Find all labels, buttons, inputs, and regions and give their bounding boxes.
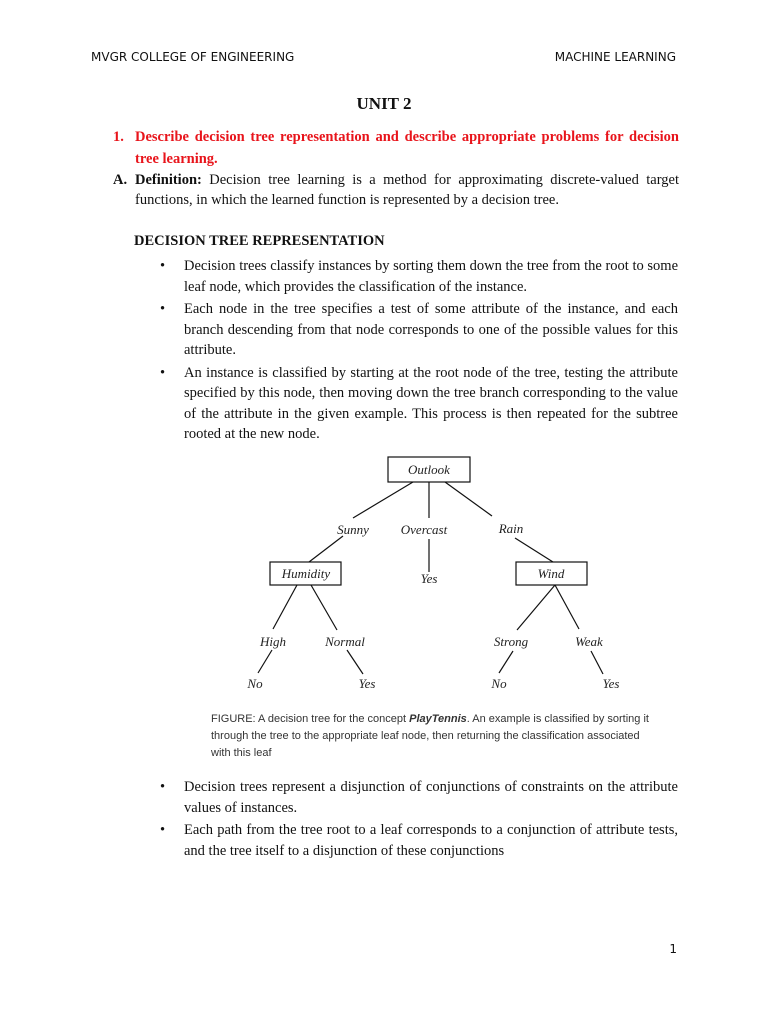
bullet-dot: •	[160, 822, 166, 838]
edge-humidity-normal	[311, 585, 337, 630]
branch-label-high: High	[260, 634, 286, 649]
list-item-text: Each node in the tree specifies a test of some attribute of the instance, and each branch descending from that node corresponds to one of the possible values for this attribute.	[184, 301, 678, 358]
decision-tree-svg	[225, 450, 645, 700]
list-item-text: Decision trees represent a disjunction of conjunctions of constraints on the attribute values of instances.	[184, 779, 678, 816]
edge-strong-no	[499, 651, 513, 673]
definition-line-1	[135, 170, 679, 190]
bullet-list-top	[160, 256, 678, 447]
definition-label: A.	[113, 172, 128, 188]
node-label-humidity: Humidity	[281, 566, 331, 581]
list-item-text: Each path from the tree root to a leaf corresponds to a conjunction of attribute tests, and the tree itself to a disjunction of these conjunctions	[184, 822, 678, 859]
list-item	[160, 256, 678, 297]
node-label-wind: Wind	[537, 566, 565, 581]
caption-prefix: FIGURE: A decision tree for the concept	[211, 713, 410, 725]
edge-humidity-high	[273, 585, 297, 629]
unit-title: UNIT 2	[356, 94, 412, 113]
edge-wind-strong	[517, 585, 555, 630]
branch-label-overcast: Overcast	[400, 522, 448, 537]
list-item-text: Decision trees classify instances by sorting them down the tree from the root to some leaf node, which provides the classification of the instance.	[184, 258, 678, 295]
bullet-dot: •	[160, 364, 166, 381]
list-item	[160, 820, 678, 861]
edge-rain-wind	[515, 538, 553, 562]
section-heading: DECISION TREE REPRESENTATION	[134, 233, 385, 249]
branch-label-strong: Strong	[493, 634, 529, 649]
leaf-label-normal-yes: Yes	[358, 676, 376, 691]
edge-normal-yes	[347, 650, 363, 674]
page-number: 1	[669, 942, 677, 956]
list-item	[160, 363, 678, 445]
leaf-label-strong-no: No	[491, 676, 507, 691]
question-text-line-1: Describe decision tree representation and describe appropriate problems for decision	[135, 129, 679, 145]
header-subject: MACHINE LEARNING	[554, 50, 676, 64]
branch-label-rain: Rain	[498, 521, 524, 536]
bullet-dot: •	[160, 258, 166, 274]
edge-outlook-sunny	[353, 482, 413, 518]
question-text-line-2: tree learning.	[135, 151, 218, 167]
leaf-label-high-no: No	[247, 676, 263, 691]
list-item	[160, 299, 678, 361]
caption-suffix: . An example is classified by sorting it through the tree to the appropriate leaf node, then returning the classification associated with this leaf	[211, 713, 649, 759]
header-college-name: MVGR COLLEGE OF ENGINEERING	[91, 50, 295, 64]
branch-label-sunny: Sunny	[337, 522, 369, 537]
definition-term: Definition:	[135, 172, 202, 188]
bullet-dot: •	[160, 301, 166, 317]
leaf-label-weak-yes: Yes	[602, 676, 620, 691]
figure-caption	[211, 711, 656, 762]
branch-label-normal: Normal	[325, 634, 365, 649]
bullet-dot: •	[160, 779, 166, 795]
question-number: 1.	[113, 129, 124, 145]
edge-weak-yes	[591, 651, 603, 674]
edge-outlook-rain	[445, 482, 492, 516]
edge-sunny-humidity	[309, 536, 343, 562]
definition-line-2: functions, in which the learned function is represented by a decision tree.	[135, 192, 559, 208]
edge-high-no	[258, 650, 272, 673]
list-item-text: An instance is classified by starting at the root node of the tree, testing the attribute specified by this node, then moving down the tree branch corresponding to the value of the attribute in the given example. This process is then repeated for the subtree rooted at the new node.	[184, 364, 678, 442]
definition-text-1: Decision tree learning is a method for approximating discrete-valued target	[209, 172, 679, 188]
node-label-outlook: Outlook	[408, 462, 450, 477]
decision-tree-diagram	[225, 450, 645, 700]
caption-concept: PlayTennis	[409, 713, 467, 725]
edge-wind-weak	[555, 585, 579, 629]
list-item	[160, 777, 678, 818]
branch-label-weak: Weak	[575, 634, 603, 649]
bullet-list-bottom	[160, 777, 678, 863]
leaf-label-overcast-yes: Yes	[420, 571, 438, 586]
